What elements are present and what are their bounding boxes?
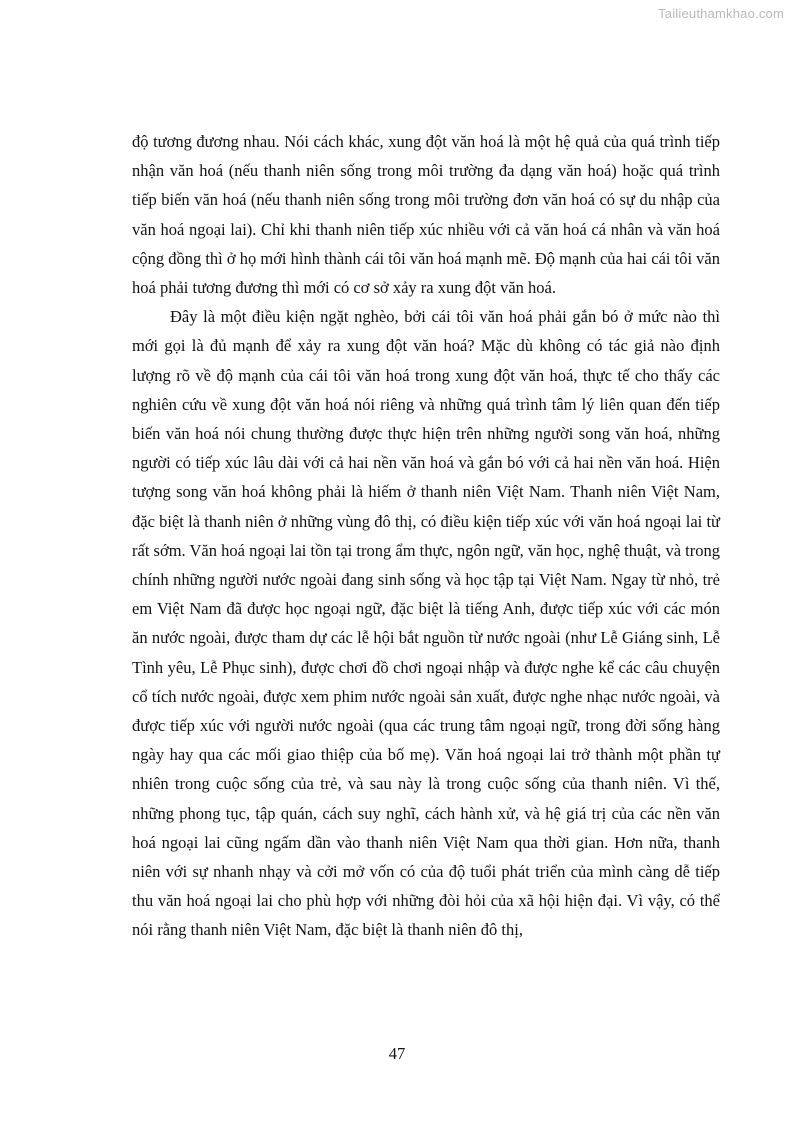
paragraph-2: Đây là một điều kiện ngặt nghèo, bởi cái tôi văn hoá phải gắn bó ở mức nào thì mới gọi là đủ mạnh để xảy ra xung đột văn hoá? Mặc dù không có tác giả nào định lượng rõ về độ mạnh của cái tôi văn hoá trong xung đột văn hoá, thực tế cho thấy các nghiên cứu về xung đột văn hoá nói riêng và những quá trình tâm lý liên quan đến tiếp biến văn hoá nói chung thường được thực hiện trên những người song văn hoá, những người có tiếp xúc lâu dài với cả hai nền văn hoá và gắn bó với cả hai nền văn hoá. Hiện tượng song văn hoá không phải là hiếm ở thanh niên Việt Nam. Thanh niên Việt Nam, đặc biệt là thanh niên ở những vùng đô thị, có điều kiện tiếp xúc với văn hoá ngoại lai từ rất sớm. Văn hoá ngoại lai tồn tại trong ẩm thực, ngôn ngữ, văn học, nghệ thuật, và trong chính những người nước ngoài đang sinh sống và học tập tại Việt Nam. Ngay từ nhỏ, trẻ em Việt Nam đã được học ngoại ngữ, đặc biệt là tiếng Anh, được tiếp xúc với các món ăn nước ngoài, được tham dự các lễ hội bắt nguồn từ nước ngoài (như Lễ Giáng sinh, Lễ Tình yêu, Lễ Phục sinh), được chơi đồ chơi ngoại nhập và được nghe kể các câu chuyện cổ tích nước ngoài, được xem phim nước ngoài sản xuất, được nghe nhạc nước ngoài, và được tiếp xúc với người nước ngoài (qua các trung tâm ngoại ngữ, trong đời sống hàng ngày hay qua các mối giao thiệp của bố mẹ). Văn hoá ngoại lai trở thành một phần tự nhiên trong cuộc sống của trẻ, và sau này là trong cuộc sống của thanh niên. Vì thế, những phong tục, tập quán, cách suy nghĩ, cách hành xử, và hệ giá trị của các nền văn hoá ngoại lai cũng ngấm dần vào thanh niên Việt Nam qua thời gian. Hơn nữa, thanh niên với sự nhanh nhạy và cởi mở vốn có của độ tuổi phát triển của mình càng dễ tiếp thu văn hoá ngoại lai cho phù hợp với những đòi hỏi của xã hội hiện đại. Vì vậy, có thể nói rằng thanh niên Việt Nam, đặc biệt là thanh niên đô thị,	[132, 307, 720, 940]
page-number: 47	[388, 1044, 406, 1063]
paragraph-1: độ tương đương nhau. Nói cách khác, xung đột văn hoá là một hệ quả của quá trình tiếp nhận văn hoá (nếu thanh niên sống trong môi trường đa dạng văn hoá) hoặc quá trình tiếp biến văn hoá (nếu thanh niên sống trong môi trường đơn văn hoá có sự du nhập của văn hoá ngoại lai). Chỉ khi thanh niên tiếp xúc nhiều với cả văn hoá cá nhân và văn hoá cộng đồng thì ở họ mới hình thành cái tôi văn hoá mạnh mẽ. Độ mạnh của hai cái tôi văn hoá phải tương đương thì mới có cơ sở xảy ra xung đột văn hoá.	[132, 132, 720, 298]
page-body	[132, 127, 720, 945]
watermark: Tailieuthamkhao.com	[658, 6, 784, 21]
